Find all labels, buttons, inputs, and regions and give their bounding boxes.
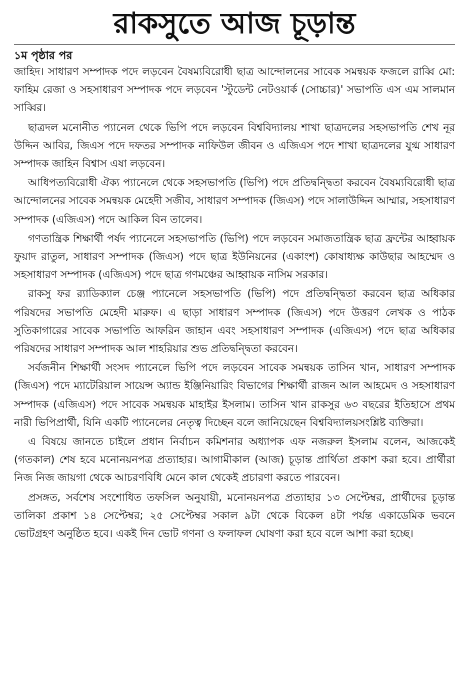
article-paragraph: গণতান্ত্রিক শিক্ষার্থী পর্ষদ প্যানেলে সহসভাপতি (ভিপি) পদে লড়বেন সমাজতান্ত্রিক ছাত্র ফ্রন্টের আহ্বায়ক ফুয়াদ রাতুল, সাধারণ সম্পাদক (জিএস) পদে ছাত্র ইউনিয়নের (একাংশ) কোষাধ্যক্ষ কাউছার আহম্মেদ ও সহসাধারণ সম্পাদক (এজিএস) পদে ছাত্র গণমঞ্চের আহ্বায়ক নাসিম সরকার।: [14, 232, 455, 282]
article-paragraph: জাহিদ। সাধারণ সম্পাদক পদে লড়বেন বৈষম্যবিরোধী ছাত্র আন্দোলনের সাবেক সমন্বয়ক ফজলে রাব্বি মো: ফাহিম রেজা ও সহসাধারণ সম্পাদক পদে লড়বেন 'স্টুডেন্ট নেটওয়ার্ক (সোচ্চার)' সভাপতি এস এম সালমান সাব্বির।: [14, 66, 455, 115]
article-body: [14, 63, 455, 543]
article-paragraph: সর্বজনীন শিক্ষার্থী সংসদ প্যানেলে ভিপি পদে লড়বেন সাবেক সমন্বয়ক তাসিন খান, সাধারণ সম্পাদক (জিএস) পদে ম্যাটেরিয়াল সায়েন্স অ্যান্ড ইঞ্জিনিয়ারিং বিভাগের শিক্ষার্থী রাজন আল আহমেদ ও সহসাধারণ সম্পাদক (এজিএস) পদে সাবেক সমন্বয়ক মাহাইর ইসলাম। তাসিন খান রাকসুর ৬৩ বছরের ইতিহাসে প্রথম নারী ভিপিপ্রার্থী, যিনি একটি প্যানেলের নেতৃত্ব দিচ্ছেন বলে জানিয়েছেন বিশ্ববিদ্যালয়সংশ্লিষ্ট ব্যক্তিরা।: [14, 362, 455, 429]
headline-divider: [14, 44, 455, 45]
article-paragraph: ছাত্রদল মনোনীত প্যানেল থেকে ভিপি পদে লড়বেন বিশ্ববিদ্যালয় শাখা ছাত্রদলের সহসভাপতি শেখ নূর উদ্দিন আবির, জিএস পদে দফতর সম্পাদক নাফিউল জীবন ও এজিএস পদে শাখা ছাত্রদলের যুগ্ম সাধারণ সম্পাদক জাহিন বিশ্বাস এষা লড়বেন।: [14, 121, 455, 171]
article-paragraph: প্রসঙ্গত, সর্বশেষ সংশোধিত তফসিল অনুযায়ী, মনোনয়নপত্র প্রত্যাহার ১৩ সেপ্টেম্বর, প্রার্থীদের চূড়ান্ত তালিকা প্রকাশ ১৪ সেপ্টেম্বর; ২৫ সেপ্টেম্বর সকাল ৯টা থেকে বিকেল ৪টা পর্যন্ত একাডেমিক ভবনে ভোটগ্রহণ অনুষ্ঠিত হবে। একই দিন ভোট গণনা ও ফলাফল ঘোষণা করা হবে বলে আশা করা হচ্ছে।: [14, 491, 455, 541]
article-paragraph: রাকসু ফর র‍্যাডিক্যাল চেঞ্জ প্যানেলে সহসভাপতি (ভিপি) পদে প্রতিদ্বন্দ্বিতা করবেন ছাত্র অধিকার পরিষদের সভাপতি মেহেদী মারুফ। এ ছাড়া সাধারণ সম্পাদক (জিএস) পদে উত্তরণ লেখক ও পাঠক সুতিকাগারের সাবেক সভাপতি আফরিন জাহান এবং সহসাধারণ সম্পাদক (এজিএস) পদে ছাত্র অধিকার পরিষদের সাধারণ সম্পাদক আল শাহরিয়ার শুভ প্রতিদ্বন্দ্বিতা করবেন।: [14, 288, 455, 356]
article-paragraph: এ বিষয়ে জানতে চাইলে প্রধান নির্বাচন কমিশনার অধ্যাপক এফ নজরুল ইসলাম বলেন, আজকেই (গতকাল) শেষ হবে মনোনয়নপত্র প্রত্যাহার। আগামীকাল (আজ) চূড়ান্ত প্রার্থিতা প্রকাশ করা হবে। প্রার্থীরা নিজ নিজ জায়গা থেকে আচরণবিধি মেনে কাল থেকেই প্রচারণা করতে পারবেন।: [14, 436, 455, 485]
article-paragraph: আধিপত্যবিরোধী ঐক্য প্যানেলে থেকে সহসভাপতি (ভিপি) পদে প্রতিদ্বন্দ্বিতা করবেন বৈষম্যবিরোধী ছাত্র আন্দোলনের সাবেক সমন্বয়ক মেহেদী সজীব, সাধারণ সম্পাদক (জিএস) পদে সালাউদ্দিন আম্মার, সহসাধারণ সম্পাদক (এজিএস) পদে আকিল বিন তালেব।: [14, 177, 455, 226]
headline: রাকসুতে আজ চূড়ান্ত: [113, 6, 356, 40]
continuation-label: ১ম পৃষ্ঠার পর: [14, 49, 73, 62]
